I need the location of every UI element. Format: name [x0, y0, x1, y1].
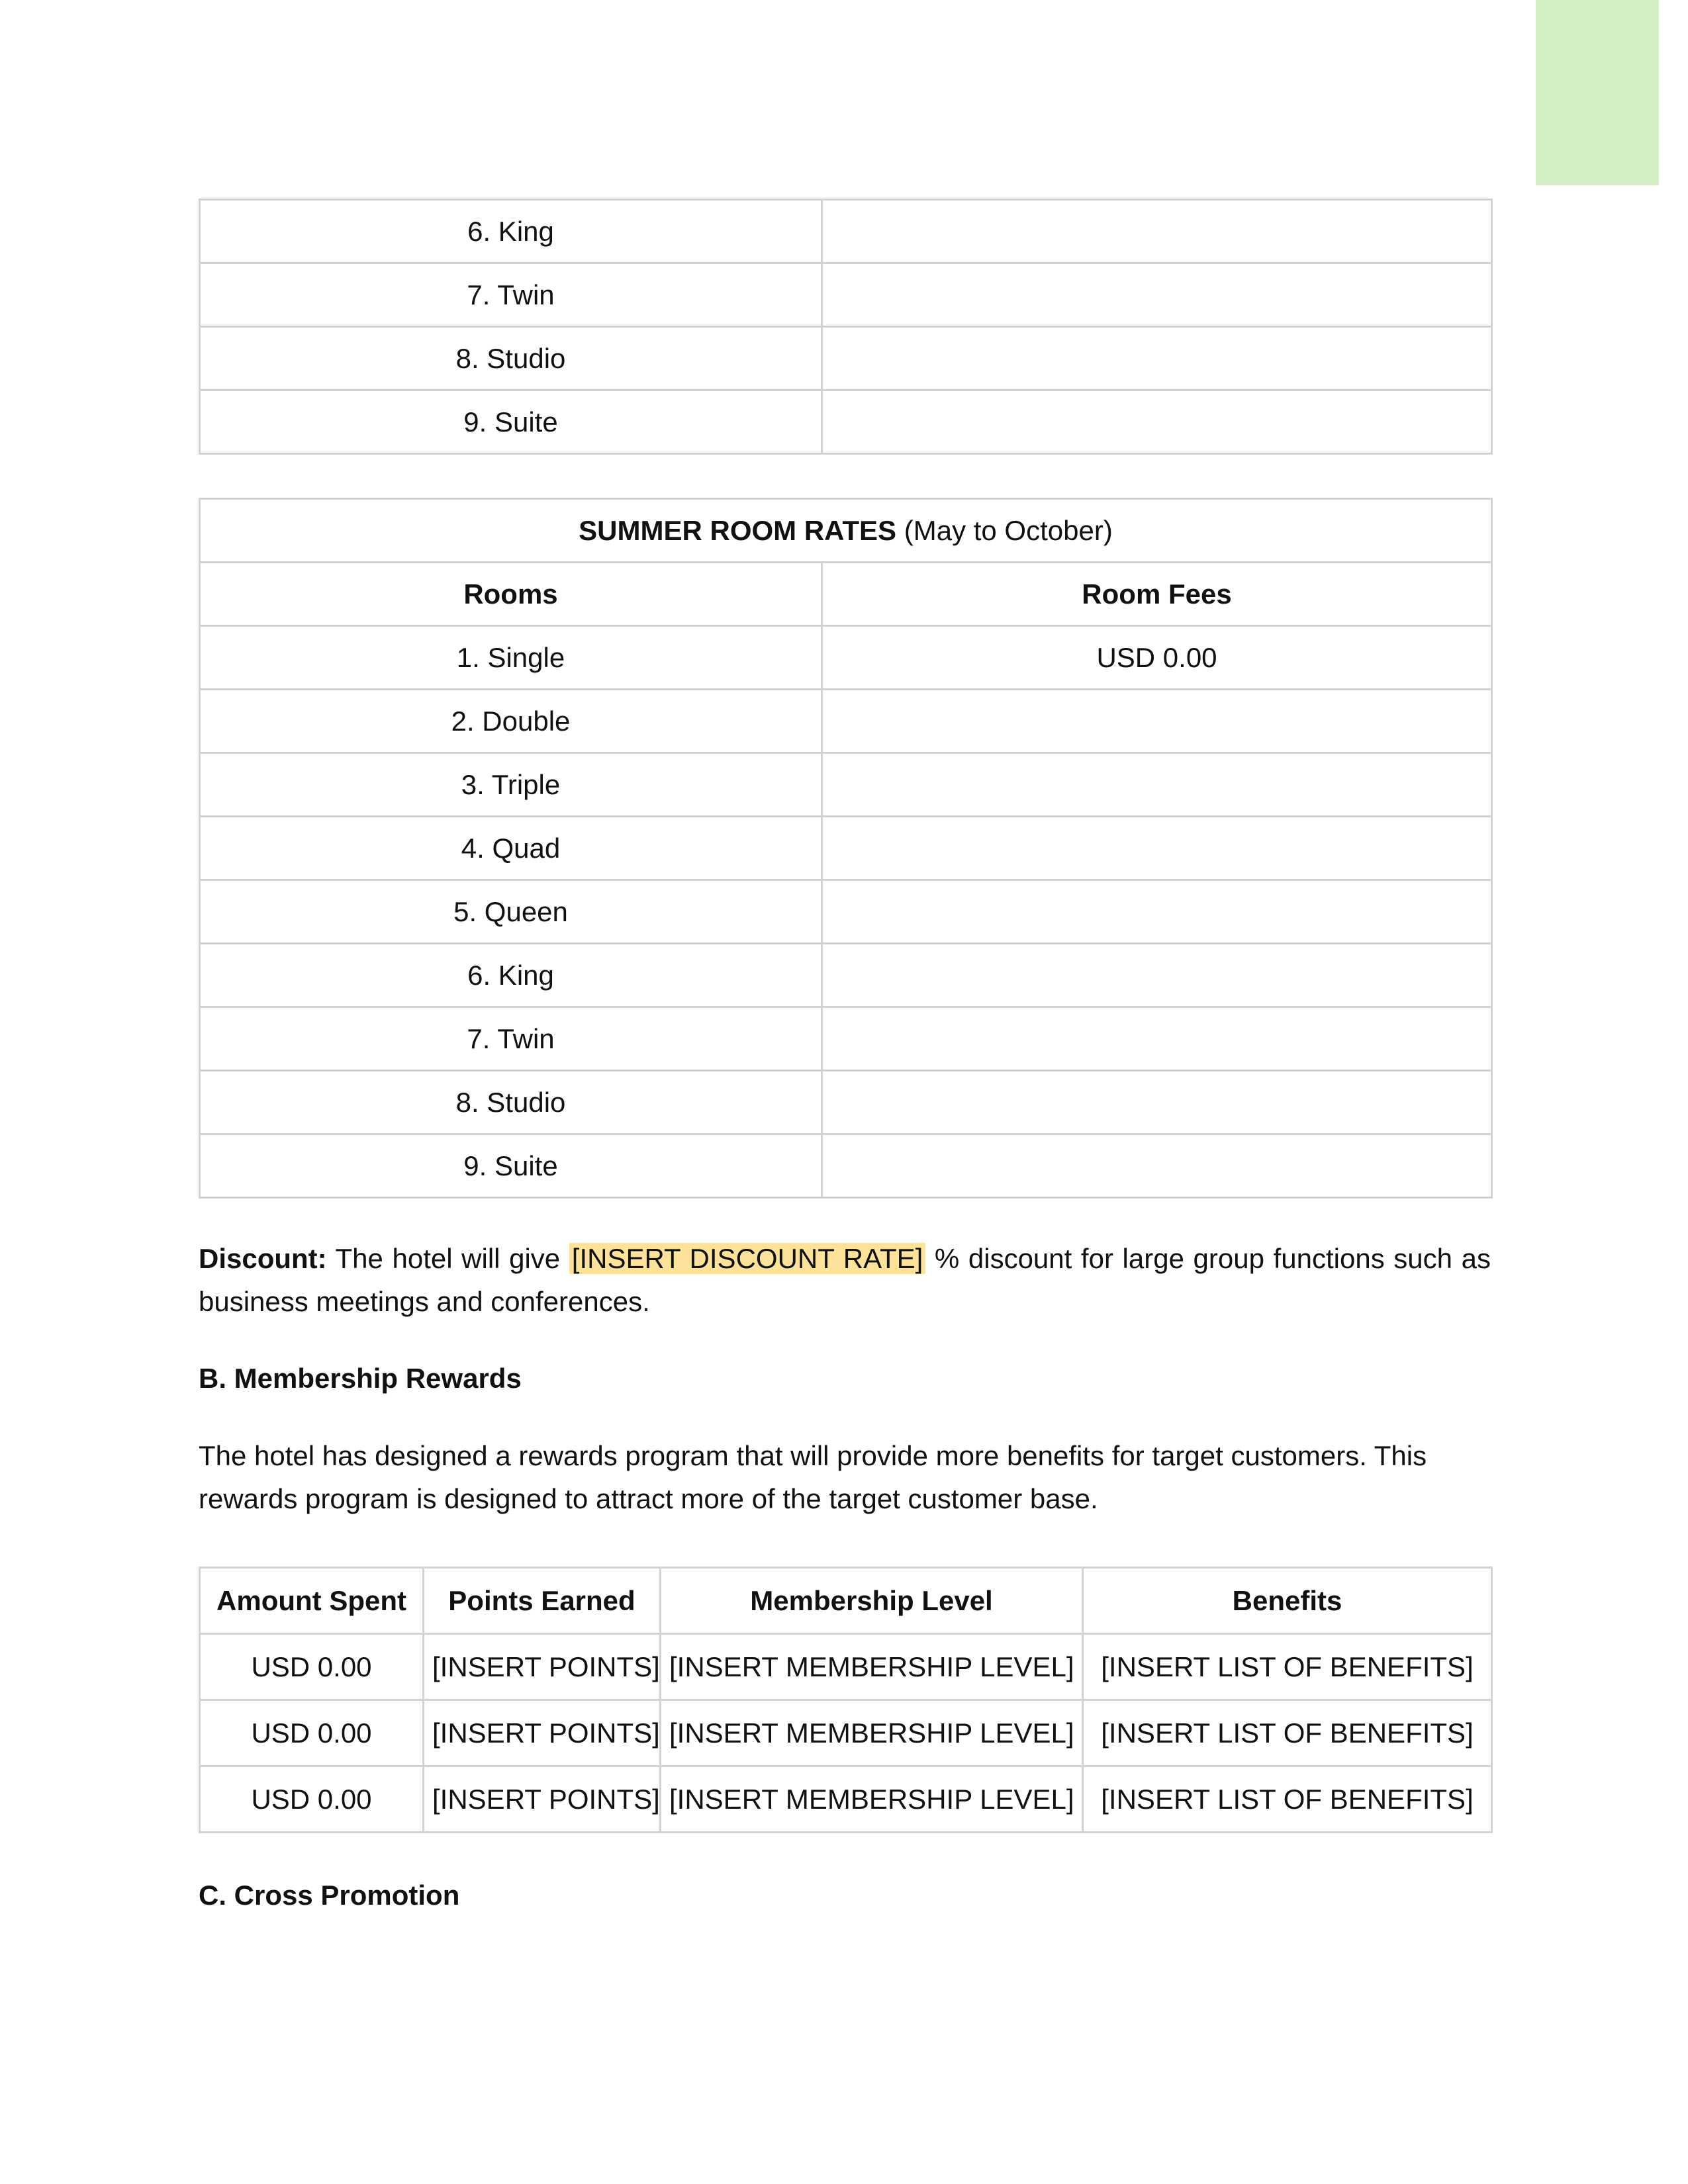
summer-rates-title-bold: SUMMER ROOM RATES: [579, 514, 897, 546]
table-row: [200, 263, 1492, 327]
points-earned-cell: [INSERT POINTS]: [424, 1634, 661, 1700]
table-row: [200, 1700, 1492, 1766]
table-row: [200, 817, 1492, 880]
benefits-cell: [INSERT LIST OF BENEFITS]: [1083, 1634, 1492, 1700]
amount-spent-cell: USD 0.00: [200, 1700, 424, 1766]
room-fee-cell: [822, 1134, 1492, 1198]
column-header-membership-level: Membership Level: [661, 1568, 1083, 1634]
summer-rates-title: [200, 499, 1492, 563]
room-name-cell: 4. Quad: [200, 817, 822, 880]
table-header-row: [200, 563, 1492, 626]
room-name-cell: 9. Suite: [200, 1134, 822, 1198]
table-row: [200, 753, 1492, 817]
room-fee-cell: [822, 944, 1492, 1007]
cross-promotion-heading: C. Cross Promotion: [199, 1880, 460, 1911]
room-name-cell: 9. Suite: [200, 390, 822, 454]
room-fee-cell: [822, 1071, 1492, 1134]
column-header-rooms: Rooms: [200, 563, 822, 626]
room-fee-cell: [822, 753, 1492, 817]
membership-level-cell: [INSERT MEMBERSHIP LEVEL]: [661, 1634, 1083, 1700]
room-name-cell: 8. Studio: [200, 327, 822, 390]
room-fee-cell: [822, 817, 1492, 880]
table-row: [200, 200, 1492, 263]
room-fee-cell: [822, 327, 1492, 390]
membership-rewards-heading: B. Membership Rewards: [199, 1363, 522, 1394]
discount-rate-placeholder[interactable]: [INSERT DISCOUNT RATE]: [569, 1243, 926, 1274]
room-name-cell: 5. Queen: [200, 880, 822, 944]
discount-text-before: The hotel will give: [326, 1243, 569, 1274]
table-row: [200, 1071, 1492, 1134]
column-header-room-fees: Room Fees: [822, 563, 1492, 626]
membership-rewards-table: [199, 1567, 1493, 1833]
amount-spent-cell: USD 0.00: [200, 1634, 424, 1700]
document-page: [199, 199, 1491, 1911]
points-earned-cell: [INSERT POINTS]: [424, 1766, 661, 1833]
table-row: [200, 944, 1492, 1007]
membership-level-cell: [INSERT MEMBERSHIP LEVEL]: [661, 1766, 1083, 1833]
benefits-cell: [INSERT LIST OF BENEFITS]: [1083, 1700, 1492, 1766]
table-row: [200, 390, 1492, 454]
room-fee-cell: USD 0.00: [822, 626, 1492, 690]
table-row: [200, 1134, 1492, 1198]
room-fee-cell: [822, 1007, 1492, 1071]
room-fee-cell: [822, 880, 1492, 944]
table-title-row: [200, 499, 1492, 563]
discount-label: Discount:: [199, 1243, 327, 1274]
room-name-cell: 2. Double: [200, 690, 822, 753]
summer-room-rates-table: [199, 498, 1493, 1199]
table-row: [200, 690, 1492, 753]
points-earned-cell: [INSERT POINTS]: [424, 1700, 661, 1766]
table-header-row: [200, 1568, 1492, 1634]
membership-level-cell: [INSERT MEMBERSHIP LEVEL]: [661, 1700, 1083, 1766]
room-name-cell: 8. Studio: [200, 1071, 822, 1134]
membership-intro-paragraph: The hotel has designed a rewards program that will provide more benefits for target customers. This rewards program is designed to attract more of the target customer base.: [199, 1440, 1427, 1514]
column-header-benefits: Benefits: [1083, 1568, 1492, 1634]
room-name-cell: 7. Twin: [200, 263, 822, 327]
column-header-points-earned: Points Earned: [424, 1568, 661, 1634]
room-name-cell: 7. Twin: [200, 1007, 822, 1071]
room-name-cell: 1. Single: [200, 626, 822, 690]
summer-rates-title-period: (May to October): [896, 514, 1113, 546]
room-fee-cell: [822, 200, 1492, 263]
discount-paragraph: [199, 1237, 1491, 1323]
table-row: [200, 1634, 1492, 1700]
room-name-cell: 3. Triple: [200, 753, 822, 817]
room-fee-cell: [822, 690, 1492, 753]
corner-color-tab: [1536, 0, 1659, 185]
table-row: [200, 327, 1492, 390]
discount-text-after: % discount for large group functions such as business meetings and conferences.: [199, 1243, 1491, 1317]
amount-spent-cell: USD 0.00: [200, 1766, 424, 1833]
table-row: [200, 1007, 1492, 1071]
table-row: [200, 1766, 1492, 1833]
table-row: [200, 626, 1492, 690]
table-row: [200, 880, 1492, 944]
room-rates-table-continued: [199, 199, 1493, 455]
column-header-amount-spent: Amount Spent: [200, 1568, 424, 1634]
room-fee-cell: [822, 263, 1492, 327]
benefits-cell: [INSERT LIST OF BENEFITS]: [1083, 1766, 1492, 1833]
room-name-cell: 6. King: [200, 944, 822, 1007]
room-fee-cell: [822, 390, 1492, 454]
room-name-cell: 6. King: [200, 200, 822, 263]
